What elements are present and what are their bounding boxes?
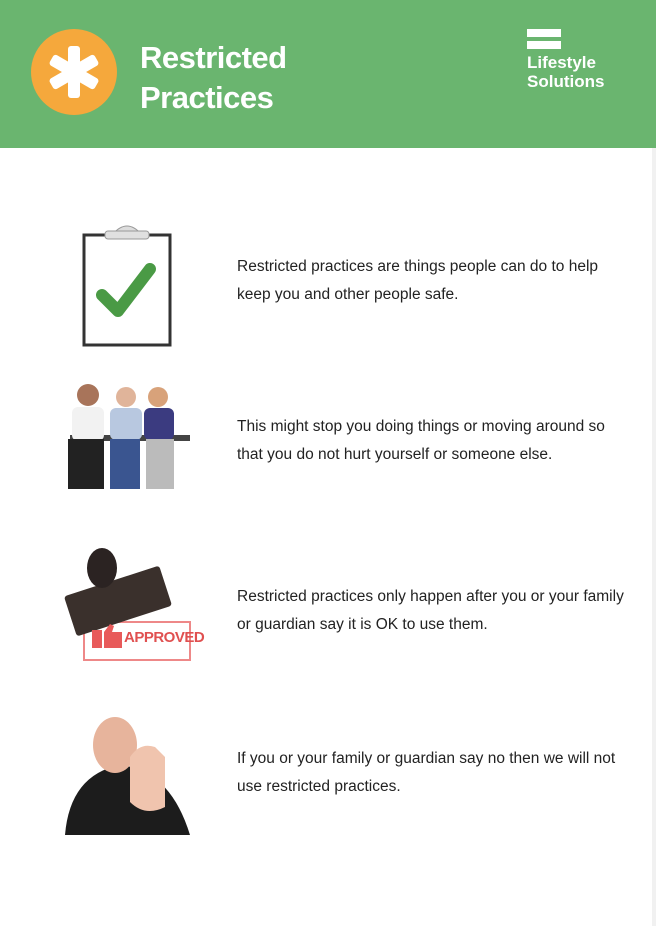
logo-bars-icon	[527, 29, 604, 49]
title-line-1: Restricted	[140, 40, 287, 75]
page-edge	[652, 148, 656, 926]
item-text: Restricted practices are things people can do to help keep you and other people safe.	[237, 258, 599, 303]
logo-line-1: Lifestyle	[527, 53, 596, 72]
logo-line-2: Solutions	[527, 72, 605, 91]
item-text: Restricted practices only happen after you or your family or guardian say it is OK to use them.	[237, 588, 624, 633]
page-title	[140, 38, 287, 118]
approved-stamp-image	[60, 540, 205, 670]
clipboard-check-icon	[60, 215, 195, 355]
stop-hand-image	[60, 707, 195, 842]
asterisk-badge-icon	[31, 29, 117, 115]
item-text: This might stop you doing things or moving around so that you do not hurt yourself or someone else.	[237, 418, 605, 463]
lifestyle-solutions-logo	[527, 29, 604, 91]
title-line-2: Practices	[140, 80, 274, 115]
people-sitting-image	[60, 375, 195, 505]
stamp-label: APPROVED	[124, 629, 205, 646]
item-text: If you or your family or guardian say no then we will not use restricted practices.	[237, 750, 616, 795]
header	[0, 0, 656, 148]
